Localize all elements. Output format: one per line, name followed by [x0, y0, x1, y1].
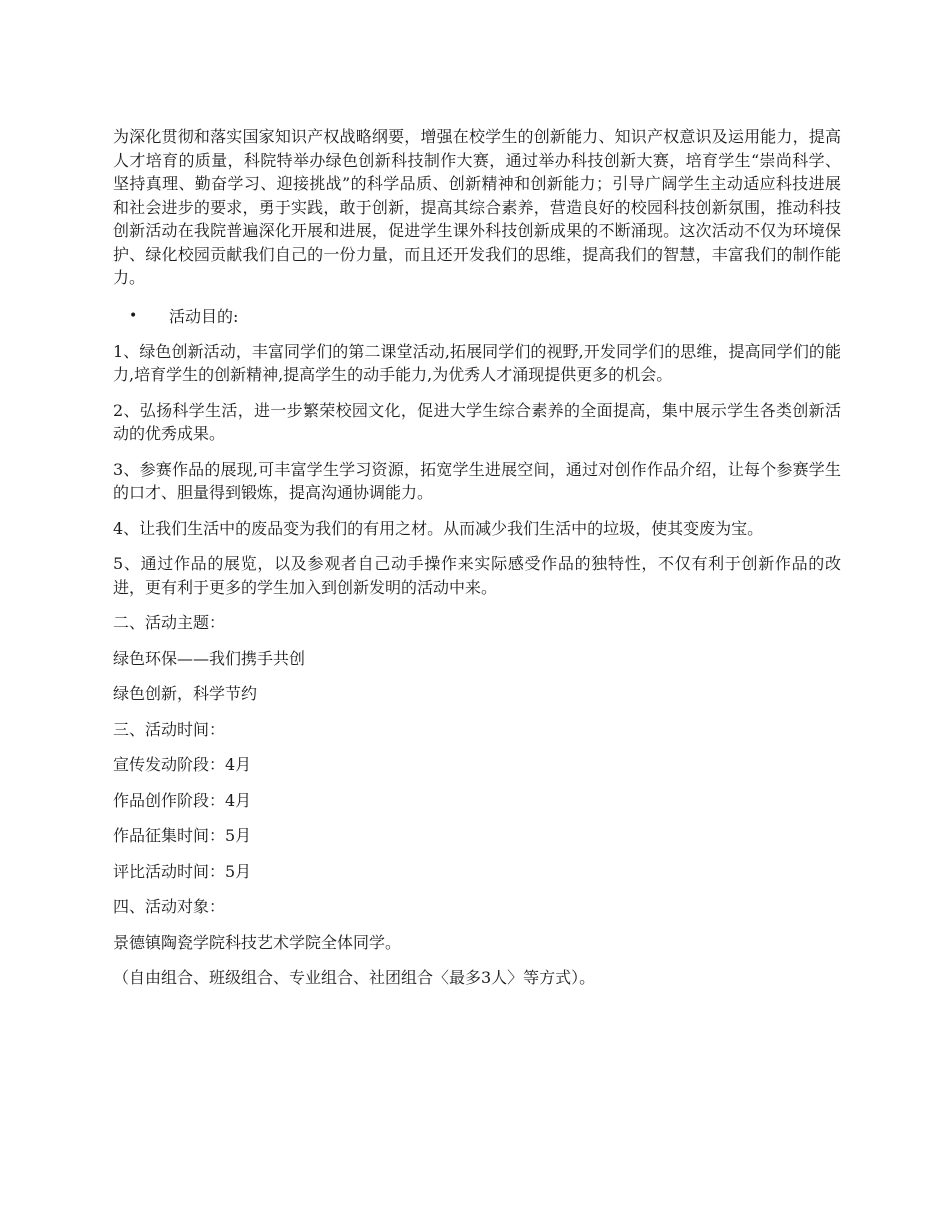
purpose-item-3: 3、参赛作品的展现,可丰富学生学习资源，拓宽学生进展空间，通过对创作作品介绍，让每个参赛学生的口才、胆量得到锻炼，提高沟通协调能力。: [113, 459, 841, 502]
theme-line-2: 绿色创新，科学节约: [113, 684, 258, 703]
section-audience-heading: 四、活动对象：: [113, 897, 226, 916]
purpose-heading: [113, 304, 841, 328]
time-line-collection: 作品征集时间：5月: [113, 826, 252, 845]
purpose-item-1: 1、绿色创新活动，丰富同学们的第二课堂活动,拓展同学们的视野,开发同学们的思维，提高同学们的能力,培育学生的创新精神,提高学生的动手能力,为优秀人才涌现提供更多的机会。: [113, 341, 841, 384]
time-line-judging: 评比活动时间：5月: [113, 861, 252, 881]
intro-paragraph: 为深化贯彻和落实国家知识产权战略纲要，增强在校学生的创新能力、知识产权意识及运用能力，提高人才培育的质量，科院特举办绿色创新科技制作大赛，通过举办科技创新大赛，培育学生“崇尚科学、坚持真理、勤奋学习、迎接挑战”的科学品质、创新精神和创新能力；引导广阔学生主动适应科技进展和社会进步的要求，勇于实践，敢于创新，提高其综合素养，营造良好的校园科技创新氛围，推动科技创新活动在我院普遍深化开展和进展，促进学生课外科技创新成果的不断涌现。这次活动不仅为环境保护、绿化校园贡献我们自己的一份力量，而且还开发我们的思维，提高我们的智慧，丰富我们的制作能力。: [113, 127, 841, 287]
theme-line-1: 绿色环保——我们携手共创: [113, 648, 306, 668]
purpose-heading-text: 活动目的:: [169, 307, 239, 326]
purpose-item-5: 5、通过作品的展览，以及参观者自己动手操作来实际感受作品的独特性，不仅有利于创新作品的改进，更有利于更多的学生加入到创新发明的活动中来。: [113, 554, 841, 597]
document-body: [113, 125, 841, 1002]
purpose-item-4: 4、让我们生活中的废品变为我们的有用之材。从而减少我们生活中的垃圾，使其变废为宝。: [113, 518, 764, 538]
purpose-item-2: 2、弘扬科学生活，进一步繁荣校园文化，促进大学生综合素养的全面提高，集中展示学生各类创新活动的优秀成果。: [113, 400, 841, 443]
time-line-publicity: 宣传发动阶段：4月: [113, 755, 252, 774]
audience-line: 景德镇陶瓷学院科技艺术学院全体同学。: [113, 932, 402, 952]
time-line-creation: 作品创作阶段：4月: [113, 790, 252, 810]
bullet-icon: •: [129, 307, 138, 324]
audience-note: （自由组合、班级组合、专业组合、社团组合〈最多3人〉等方式）。: [113, 968, 596, 987]
section-theme-heading: 二、活动主题：: [113, 613, 226, 632]
section-time-heading: 三、活动时间：: [113, 719, 226, 739]
